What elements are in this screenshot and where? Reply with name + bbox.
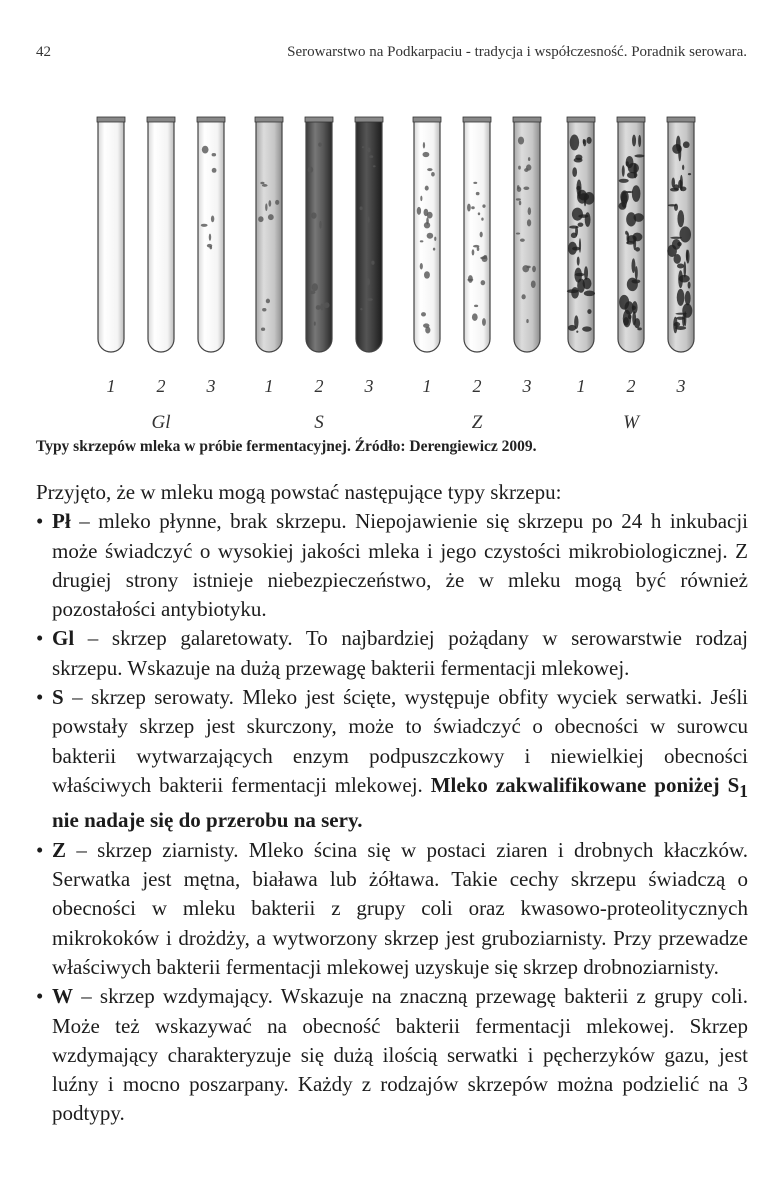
tube-rim xyxy=(667,117,695,122)
curd-description: – skrzep wzdymający. Wskazuje na znaczną przewagę bakterii z grupy coli. Może też wskazywać na obecność bakterii fermentacji mlekowej. Skrzep wzdymający charakteryzuje się dużą ilością serwatki i pęcherzyków gazu, jest luźny i mocno poszarpany. Każdy z rodzajów skrzepów można podzielić na 3 podtypy. xyxy=(52,984,748,1126)
bullet-icon: • xyxy=(36,984,44,1009)
curd-speck xyxy=(202,146,209,154)
curd-speck xyxy=(417,207,421,215)
tube-group xyxy=(97,117,225,433)
tube-rim xyxy=(617,117,645,122)
curd-speck xyxy=(677,242,681,246)
curd-speck xyxy=(420,240,424,242)
curd-speck xyxy=(523,186,529,190)
curd-speck xyxy=(371,261,374,265)
curd-speck xyxy=(578,214,588,218)
curd-description: – skrzep ziarnisty. Mleko ścina się w postaci ziaren i drobnych kłaczków. Serwatka jest mętna, biaława lub żółtawa. Takie cechy skrzepu świadczą o obecności w mleku bakterii z grupy coli oraz kwasowo-proteolitycznych mikrokoków i drożdży, a wytworzony skrzep jest gruboziarnisty. Przy przewadze właściwych bakterii fermentacji mlekowej uzyskuje się skrzep drobnoziarnisty. xyxy=(52,837,748,979)
curd-speck xyxy=(637,327,642,330)
group-label: Gl xyxy=(151,412,171,433)
curd-speck xyxy=(262,184,268,187)
curd-speck xyxy=(480,257,485,259)
curd-code: S xyxy=(52,685,64,710)
curd-speck xyxy=(583,278,592,290)
test-tube xyxy=(514,120,540,352)
curd-speck xyxy=(584,291,595,297)
curd-speck xyxy=(268,214,274,220)
curd-code: Gl xyxy=(52,626,75,651)
curd-speck xyxy=(324,302,330,308)
curd-speck xyxy=(518,166,521,170)
curd-speck xyxy=(572,208,583,221)
curd-speck xyxy=(683,141,690,148)
curd-speck xyxy=(667,245,677,257)
curd-speck xyxy=(427,233,434,239)
curd-speck xyxy=(518,137,524,145)
curd-speck xyxy=(585,212,591,227)
curd-speck xyxy=(686,250,689,264)
curd-speck xyxy=(574,315,578,329)
curd-speck xyxy=(532,266,536,272)
curd-speck xyxy=(425,327,430,334)
curd-speck xyxy=(420,196,422,202)
curd-speck xyxy=(275,200,279,205)
test-tubes-illustration xyxy=(84,110,704,450)
curd-speck xyxy=(625,231,628,235)
curd-speck xyxy=(309,291,315,295)
curd-speck xyxy=(482,204,485,207)
curd-speck xyxy=(266,299,270,304)
curd-speck xyxy=(472,249,475,255)
curd-speck xyxy=(207,244,212,248)
curd-speck xyxy=(678,180,682,189)
group-label: W xyxy=(623,412,639,433)
curd-speck xyxy=(635,266,638,280)
curd-speck xyxy=(670,237,682,239)
curd-speck xyxy=(568,242,577,255)
curd-speck xyxy=(574,158,583,163)
list-item xyxy=(36,507,748,624)
curd-speck xyxy=(360,206,363,210)
curd-speck xyxy=(679,275,690,283)
curd-speck xyxy=(670,188,679,192)
curd-speck xyxy=(431,172,435,177)
curd-speck xyxy=(631,279,640,283)
curd-speck xyxy=(526,319,528,323)
curd-speck xyxy=(577,190,587,204)
tube-group xyxy=(255,117,383,433)
curd-code: W xyxy=(52,984,73,1009)
test-tube xyxy=(256,120,282,352)
curd-speck xyxy=(583,139,586,146)
curd-speck xyxy=(519,201,522,205)
tube-number: 2 xyxy=(314,376,324,396)
bullet-icon: • xyxy=(36,626,44,651)
curd-speck xyxy=(478,212,480,215)
curd-speck xyxy=(268,200,271,207)
curd-speck xyxy=(517,187,521,192)
curd-speck xyxy=(634,213,644,222)
tube-rim xyxy=(147,117,175,122)
bold-note-subscript: 1 xyxy=(739,781,748,802)
curd-speck xyxy=(623,310,631,327)
curd-speck xyxy=(481,217,483,220)
list-item xyxy=(36,624,748,683)
curd-speck xyxy=(626,156,634,168)
tube-number: 2 xyxy=(156,376,166,396)
curd-speck xyxy=(688,282,691,289)
curd-speck xyxy=(316,305,321,310)
tube-group xyxy=(567,117,695,433)
list-item xyxy=(36,836,748,982)
group-label: Z xyxy=(471,412,483,433)
curd-speck xyxy=(473,182,477,184)
curd-speck xyxy=(635,247,640,251)
curd-speck xyxy=(677,289,685,306)
bold-note-text: Mleko zakwalifikowane poniżej S xyxy=(430,772,740,797)
group-label: S xyxy=(314,412,324,433)
curd-speck xyxy=(477,247,480,251)
curd-code: Pł xyxy=(52,509,71,534)
tube-rim xyxy=(197,117,225,122)
tube-rim xyxy=(97,117,125,122)
curd-speck xyxy=(676,136,681,152)
curd-speck xyxy=(577,256,580,265)
bold-note-end: nie nadaje się do przerobu na sery. xyxy=(52,808,363,833)
curd-speck xyxy=(471,206,475,209)
curd-speck xyxy=(427,212,433,219)
curd-speck xyxy=(679,226,691,242)
curd-speck xyxy=(472,313,478,321)
curd-speck xyxy=(433,248,435,251)
curd-speck xyxy=(434,237,436,241)
curd-speck xyxy=(260,182,264,185)
test-tube-figure xyxy=(84,110,704,450)
curd-speck xyxy=(424,222,430,228)
curd-speck xyxy=(476,192,480,195)
curd-speck xyxy=(672,178,676,188)
curd-speck xyxy=(474,305,478,308)
tube-number: 3 xyxy=(364,376,374,396)
curd-speck xyxy=(516,233,520,235)
curd-speck xyxy=(673,317,677,334)
curd-speck xyxy=(424,271,430,278)
curd-description: – mleko płynne, brak skrzepu. Niepojawienie się skrzepu po 24 h inkubacji może świadczyć o wysokiej jakości mleka i jego czystości mikrobiologicznej. Z drugiej strony istnieje niebezpieczeństwo, że w mleku mogą być również pozostałości antybiotyku. xyxy=(52,509,748,622)
curd-speck xyxy=(425,186,429,191)
curd-speck xyxy=(209,234,211,241)
bullet-icon: • xyxy=(36,837,44,862)
curd-speck xyxy=(574,268,582,283)
curd-speck xyxy=(531,280,536,287)
curd-code: Z xyxy=(52,837,67,862)
tube-number: 3 xyxy=(522,376,532,396)
curd-speck xyxy=(632,185,641,202)
tube-number: 2 xyxy=(472,376,482,396)
curd-speck xyxy=(212,168,217,173)
tube-group xyxy=(413,117,541,433)
curd-description: – skrzep galaretowaty. To najbardziej pożądany w serowarstwie rodzaj skrzepu. Wskazuje na dużą przewagę bakterii fermentacji mlekowej. xyxy=(52,626,748,680)
curd-speck xyxy=(366,278,370,286)
curd-speck xyxy=(632,135,636,147)
curd-speck xyxy=(201,224,208,227)
curd-speck xyxy=(258,216,263,222)
tube-rim xyxy=(513,117,541,122)
curd-speck xyxy=(521,294,525,299)
curd-speck xyxy=(634,154,644,157)
curd-speck xyxy=(587,137,592,144)
curd-speck xyxy=(572,167,577,177)
curd-speck xyxy=(480,232,483,238)
curd-speck xyxy=(526,164,531,170)
curd-speck xyxy=(421,312,426,316)
curd-speck xyxy=(528,207,531,215)
curd-description: – skrzep serowaty. Mleko jest ścięte, występuje obfity wyciek serwatki. Jeśli powstały skrzep jest skurczony, może to świadczyć o obecności w surowcu bakterii wytwarzających enzym podpuszczkowy i niewielkiej obecności właściwych bakterii fermentacji mlekowej. xyxy=(52,685,748,797)
bullet-icon: • xyxy=(36,509,44,534)
curd-speck xyxy=(262,308,266,311)
curd-speck xyxy=(685,291,691,306)
curd-speck xyxy=(319,221,321,229)
curd-speck xyxy=(627,172,637,179)
curd-speck xyxy=(261,328,265,331)
curd-speck xyxy=(638,135,641,147)
tube-number: 1 xyxy=(106,376,116,396)
curd-speck xyxy=(312,283,318,291)
curd-speck xyxy=(622,165,625,176)
curd-speck xyxy=(368,216,370,223)
curd-speck xyxy=(578,222,584,226)
curd-speck xyxy=(422,152,429,157)
curd-speck xyxy=(631,258,635,273)
curd-speck xyxy=(482,318,486,326)
test-tube xyxy=(306,120,332,352)
curd-speck xyxy=(467,204,471,212)
curd-speck xyxy=(481,280,486,285)
tube-number: 1 xyxy=(422,376,432,396)
curd-speck xyxy=(265,203,267,211)
curd-speck xyxy=(528,157,530,161)
tube-rim xyxy=(305,117,333,122)
curd-speck xyxy=(682,304,692,318)
tube-number: 3 xyxy=(676,376,686,396)
tube-rim xyxy=(355,117,383,122)
intro-paragraph: Przyjęto, że w mleku mogą powstać następujące typy skrzepu: xyxy=(36,480,562,504)
curd-speck xyxy=(212,153,216,156)
curd-speck xyxy=(314,322,316,326)
curd-speck xyxy=(575,226,578,236)
curd-speck xyxy=(369,155,373,158)
test-tube xyxy=(98,120,124,352)
curd-speck xyxy=(318,143,322,147)
curd-speck xyxy=(468,275,473,283)
tube-number: 3 xyxy=(206,376,216,396)
curd-speck xyxy=(632,306,636,310)
curd-speck xyxy=(620,190,628,203)
curd-speck xyxy=(633,236,636,250)
curd-speck xyxy=(632,311,636,325)
tube-number: 2 xyxy=(626,376,636,396)
tube-rim xyxy=(255,117,283,122)
curd-speck xyxy=(373,165,376,167)
curd-speck xyxy=(367,298,373,301)
curd-speck xyxy=(308,167,314,173)
list-item xyxy=(36,982,748,1128)
curd-speck xyxy=(676,317,685,320)
curd-speck xyxy=(311,212,316,218)
curd-type-list xyxy=(36,507,748,1128)
tube-number: 1 xyxy=(576,376,586,396)
curd-speck xyxy=(567,289,579,293)
curd-speck xyxy=(688,173,691,175)
curd-speck xyxy=(682,165,684,170)
tube-number: 1 xyxy=(264,376,274,396)
curd-speck xyxy=(527,219,531,226)
curd-speck xyxy=(360,308,362,310)
test-tube xyxy=(148,120,174,352)
page-header xyxy=(36,44,747,61)
bullet-icon: • xyxy=(36,685,44,710)
curd-speck xyxy=(522,265,529,272)
curd-speck xyxy=(576,186,580,191)
tube-rim xyxy=(463,117,491,122)
curd-speck xyxy=(677,210,684,227)
curd-speck xyxy=(582,326,592,331)
tube-rim xyxy=(567,117,595,122)
curd-speck xyxy=(367,148,370,153)
test-tube xyxy=(356,120,382,352)
curd-speck xyxy=(619,179,629,183)
running-title: Serowarstwo na Podkarpaciu - tradycja i współczesność. Poradnik serowara. xyxy=(287,44,747,60)
curd-speck xyxy=(420,263,423,269)
figure-caption: Typy skrzepów mleka w próbie fermentacyjnej. Źródło: Derengiewicz 2009. xyxy=(36,438,537,455)
tube-rim xyxy=(413,117,441,122)
curd-speck xyxy=(427,168,432,171)
curd-speck xyxy=(362,146,364,148)
curd-speck xyxy=(320,303,323,310)
curd-speck xyxy=(520,239,525,242)
curd-speck xyxy=(570,134,579,150)
curd-speck xyxy=(677,263,684,268)
curd-speck xyxy=(587,309,591,314)
curd-speck xyxy=(668,204,677,206)
list-item xyxy=(36,683,748,836)
curd-speck xyxy=(516,198,521,200)
curd-speck xyxy=(579,238,581,253)
curd-speck xyxy=(423,142,425,148)
curd-speck xyxy=(211,216,214,223)
body-text xyxy=(36,478,748,1129)
page-number: 42 xyxy=(36,44,51,60)
curd-speck xyxy=(576,331,578,333)
curd-speck xyxy=(619,295,629,310)
